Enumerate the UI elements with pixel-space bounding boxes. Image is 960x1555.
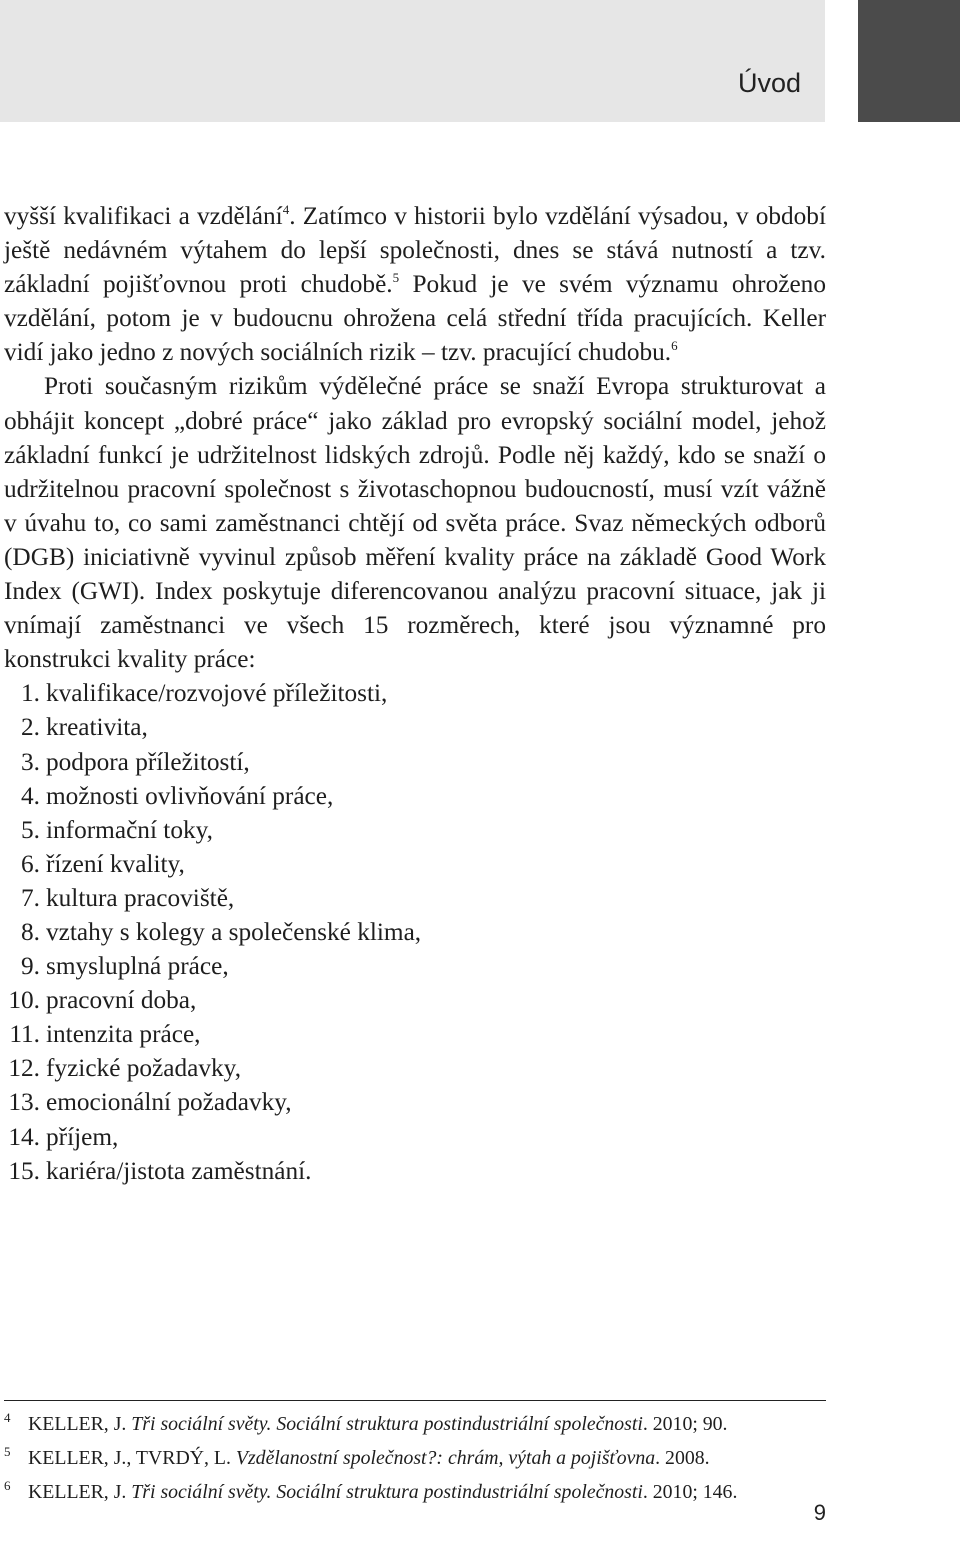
list-item xyxy=(4,813,826,847)
list-item-text: podpora příležitostí, xyxy=(46,747,250,776)
list-item-number: 6. xyxy=(21,849,40,878)
list-item-text: kvalifikace/rozvojové příležitosti, xyxy=(46,679,388,708)
list-item-text: vztahy s kolegy a společenské klima, xyxy=(46,917,422,946)
list-item xyxy=(4,915,826,949)
footnote-ref-5[interactable]: 5 xyxy=(392,270,400,286)
list-item-text: kultura pracoviště, xyxy=(46,883,235,912)
list-item-number: 2. xyxy=(21,713,40,742)
footnote xyxy=(4,1407,826,1441)
list-item-number: 7. xyxy=(21,883,40,912)
footnote-separator xyxy=(4,1400,826,1401)
list-item xyxy=(4,779,826,813)
list-item-number: 1. xyxy=(21,679,40,708)
list-item-number: 5. xyxy=(21,815,40,844)
list-item xyxy=(4,983,826,1017)
list-item xyxy=(4,1017,826,1051)
list-item-number: 11. xyxy=(9,1020,40,1049)
list-item-number: 12. xyxy=(8,1054,40,1083)
list-item-number: 10. xyxy=(8,986,40,1015)
list-item xyxy=(4,847,826,881)
list-item-text: příjem, xyxy=(46,1122,119,1151)
list-item-text: kreativita, xyxy=(46,713,148,742)
footnote-rest: . 2010; 146. xyxy=(642,1481,738,1503)
list-item xyxy=(4,710,826,744)
footnote-number: 6 xyxy=(4,1478,11,1493)
paragraph-1-text-c: Pokud je ve svém významu ohroženo vzdělání, potom je v budoucnu ohrožena celá střední třída pracujících. Keller vidí jako jedno z nových sociálních rizik – tzv. pracující chudobu. xyxy=(4,270,826,367)
footnotes xyxy=(4,1407,826,1509)
main-text xyxy=(4,199,826,1188)
list-item-number: 15. xyxy=(8,1156,40,1185)
list-item-number: 8. xyxy=(21,917,40,946)
list-item-text: informační toky, xyxy=(46,815,213,844)
chapter-title: Úvod xyxy=(737,68,801,98)
footnote-author: KELLER, J., TVRDÝ, L. xyxy=(28,1447,236,1469)
list-item xyxy=(4,1085,826,1119)
page-number: 9 xyxy=(813,1500,826,1525)
list-item-text: kariéra/jistota zaměstnání. xyxy=(46,1156,312,1185)
list-item xyxy=(4,1051,826,1085)
thumb-index-tab xyxy=(858,0,960,122)
paragraph-1 xyxy=(4,199,826,369)
paragraph-1-text-a: vyšší kvalifikaci a vzdělání xyxy=(4,202,283,230)
footnote-rest: . 2008. xyxy=(655,1447,710,1469)
list-item-number: 9. xyxy=(21,952,40,981)
paragraph-1-text-b: . Zatímco v historii bylo vzdělání výsadou, v období ještě nedávném výtahem do lepší společnosti, dnes se stává nutností a tzv. základní pojišťovnou proti chudobě. xyxy=(4,202,826,299)
list-item-number: 14. xyxy=(8,1122,40,1151)
footnote-ref-4[interactable]: 4 xyxy=(282,202,290,217)
list-item-text: možnosti ovlivňování práce, xyxy=(46,781,334,810)
list-item-number: 13. xyxy=(8,1088,40,1117)
quality-dimensions-list xyxy=(4,676,826,1187)
list-item-text: intenzita práce, xyxy=(46,1020,201,1049)
list-item xyxy=(4,949,826,983)
footnote-text xyxy=(28,1407,728,1441)
footnote-ref-6[interactable]: 6 xyxy=(671,338,678,354)
running-header xyxy=(0,0,825,122)
list-item xyxy=(4,745,826,779)
paragraph-2: Proti současným rizikům výdělečné práce se snaží Evropa strukturovat a obhájit koncept „dobré práce“ jako základ pro evropský sociální model, jehož základní funkcí je udržitelnost lidských zdrojů. Podle něj každý, kdo se snaží o udržitelnou pracovní společnost s životaschopnou budoucností, musí vzít vážně v úvahu to, co sami zaměstnanci chtějí od světa práce. Svaz německých odborů (DGB) iniciativně vyvinul způsob měření kvality práce na základě Good Work Index (GWI). Index poskytuje diferencovanou analýzu pracovní situace, jak ji vnímají zaměstnanci ve všech 15 rozměrech, které jsou významné pro konstrukci kvality práce: xyxy=(4,372,826,674)
footnote-title: Tři sociální světy. Sociální struktura postindustriální společnosti xyxy=(131,1481,643,1503)
footnote-author: KELLER, J. xyxy=(28,1481,132,1503)
footnote-author: KELLER, J. xyxy=(28,1413,132,1435)
footnote-title: Tři sociální světy. Sociální struktura postindustriální společnosti xyxy=(131,1413,643,1435)
footnote-text xyxy=(28,1475,737,1509)
footnote-text xyxy=(28,1441,710,1475)
list-item-text: emocionální požadavky, xyxy=(46,1088,292,1117)
list-item-number: 3. xyxy=(21,747,40,776)
list-item-text: pracovní doba, xyxy=(46,986,197,1015)
footnote-number: 5 xyxy=(4,1444,11,1459)
footnote-number: 4 xyxy=(4,1410,11,1425)
footnote xyxy=(4,1475,826,1509)
list-item xyxy=(4,1154,826,1188)
footnote xyxy=(4,1441,826,1475)
footnote-title: Vzdělanostní společnost?: chrám, výtah a pojišťovna xyxy=(235,1447,656,1469)
list-item xyxy=(4,1120,826,1154)
list-item-text: smysluplná práce, xyxy=(46,952,229,981)
list-item-text: fyzické požadavky, xyxy=(46,1054,242,1083)
list-item-number: 4. xyxy=(21,781,40,810)
footnote-rest: . 2010; 90. xyxy=(642,1413,728,1435)
list-item xyxy=(4,881,826,915)
list-item xyxy=(4,676,826,710)
list-item-text: řízení kvality, xyxy=(46,849,185,878)
